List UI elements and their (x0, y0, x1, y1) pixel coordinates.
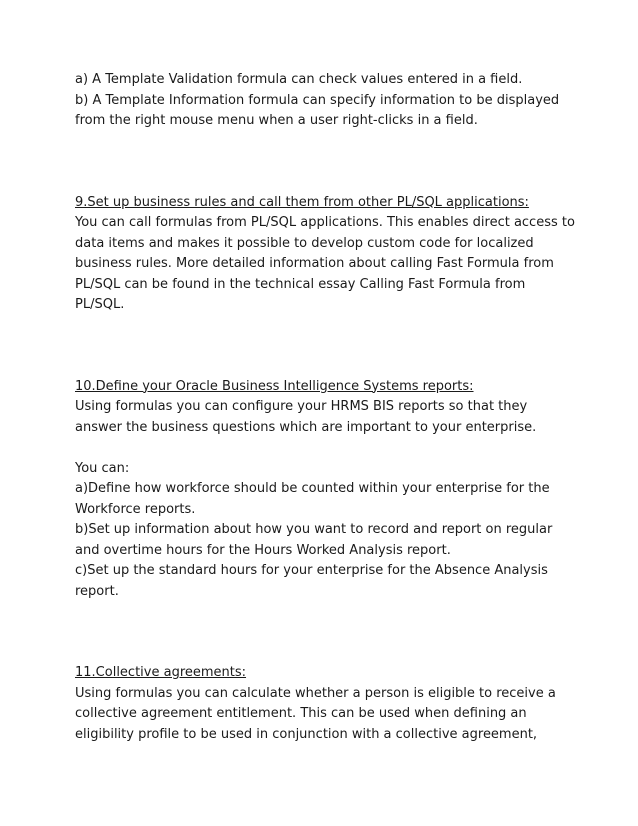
section-heading: 11.Collective agreements: (75, 665, 247, 680)
section-business-rules (75, 193, 575, 316)
body-line: and overtime hours for the Hours Worked Analysis report. (75, 542, 451, 558)
body-line: eligibility profile to be used in conjunction with a collective agreement, (75, 726, 538, 742)
section-collective-agreements (75, 663, 575, 745)
body-line: data items and makes it possible to develop custom code for localized (75, 235, 534, 251)
body-line: business rules. More detailed information about calling Fast Formula from (75, 256, 554, 271)
body-line: from the right mouse menu when a user right-clicks in a field. (75, 113, 478, 128)
spacer (75, 602, 575, 663)
body-line: PL/SQL can be found in the technical essay Calling Fast Formula from (75, 276, 526, 292)
body-line: collective agreement entitlement. This can be used when defining an (75, 706, 527, 721)
body-line: c)Set up the standard hours for your enterprise for the Absence Analysis (75, 563, 548, 578)
body-line: a)Define how workforce should be counted within your enterprise for the (75, 481, 550, 496)
body-line: answer the business questions which are important to your enterprise. (75, 419, 537, 435)
spacer (75, 316, 575, 377)
body-line: a) A Template Validation formula can check values entered in a field. (75, 72, 523, 87)
body-line: PL/SQL. (75, 297, 125, 312)
body-line: You can: (75, 460, 130, 476)
body-line: Workforce reports. (75, 501, 196, 517)
body-line: b)Set up information about how you want to record and report on regular (75, 522, 553, 537)
section-bis-reports (75, 377, 575, 603)
spacer (75, 438, 575, 459)
template-formula-block (75, 70, 575, 132)
section-heading: 10.Define your Oracle Business Intelligence Systems reports: (75, 378, 474, 394)
body-line: b) A Template Information formula can specify information to be displayed (75, 92, 560, 108)
body-line: You can call formulas from PL/SQL applications. This enables direct access to (75, 215, 575, 230)
document-page (75, 70, 575, 745)
section-heading: 9.Set up business rules and call them from other PL/SQL applications: (75, 194, 529, 210)
body-line: Using formulas you can configure your HRMS BIS reports so that they (75, 399, 528, 414)
body-line: Using formulas you can calculate whether a person is eligible to receive a (75, 685, 556, 701)
body-line: report. (75, 583, 119, 599)
spacer (75, 132, 575, 193)
